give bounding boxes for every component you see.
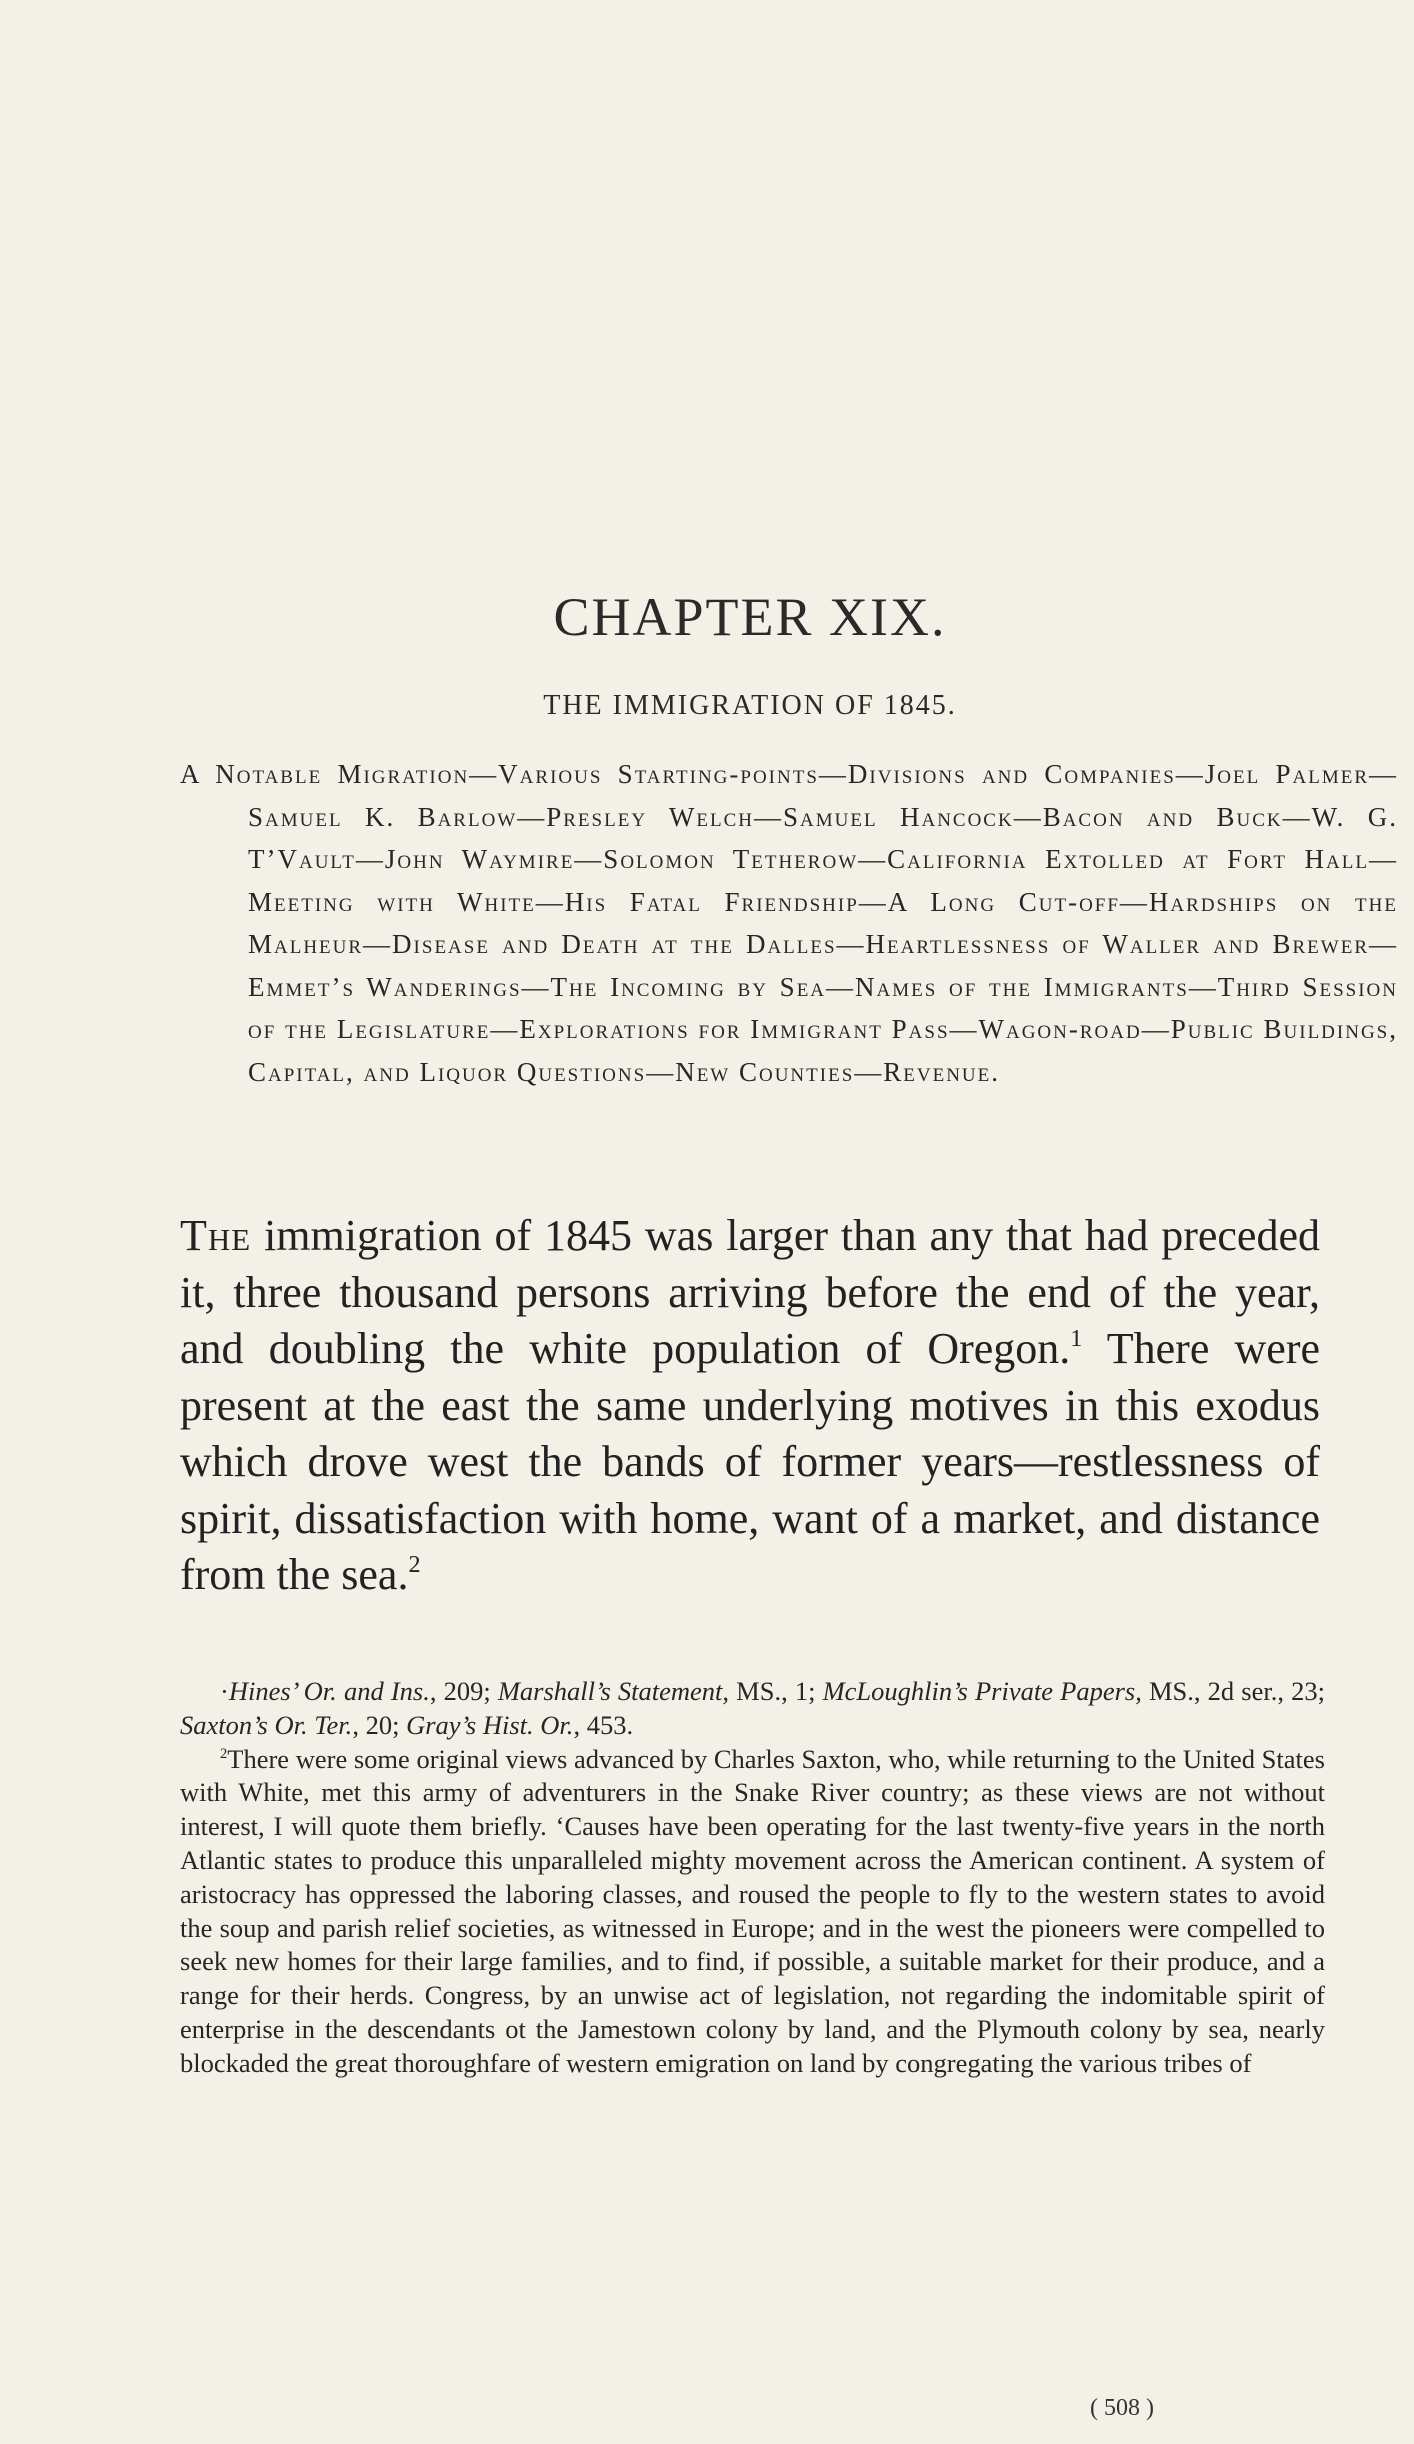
- footnote-2: [180, 1743, 1325, 2081]
- lead-word: The: [180, 1211, 252, 1260]
- citation-text: MS., 1;: [729, 1676, 823, 1706]
- footnote-2-marker: 2: [220, 1745, 228, 1762]
- footnote-1-marker: ·: [220, 1676, 229, 1706]
- source-marshall: Marshall’s Statement,: [497, 1676, 730, 1706]
- footnote-ref-1: 1: [1070, 1325, 1083, 1353]
- body-paragraph: [180, 1208, 1320, 1604]
- footnote-ref-2: 2: [408, 1551, 421, 1579]
- chapter-synopsis: A Notable Migration—Various Starting-points—Divisions and Companies—Joel Palmer—Samuel K. Barlow—Presley Welch—Samuel Hancock—Bacon and Buck—W. G. T’Vault—John Waymire—Solomon Tetherow—California Extolled at Fort Hall—Meeting with White—His Fatal Friendship—A Long Cut-off—Hardships on the Malheur—Disease and Death at the Dalles—Heartlessness of Waller and Brewer—Emmet’s Wanderings—The Incoming by Sea—Names of the Immigrants—Third Session of the Legislature—Explorations for Immigrant Pass—Wagon-road—Public Buildings, Capital, and Liquor Questions—New Counties—Revenue.: [180, 759, 1398, 1087]
- body-text-part-2: There were present at the east the same underlying motives in this exodus which drove west the bands of former years—restlessness of spirit, dissatisfaction with home, want of a market, and distance from the sea.: [180, 1324, 1320, 1599]
- chapter-title: CHAPTER XIX.: [553, 587, 947, 647]
- citation-text: , 209;: [429, 1676, 498, 1706]
- citation-text: MS., 2d ser., 23;: [1141, 1676, 1325, 1706]
- citation-text: , 453.: [573, 1709, 634, 1740]
- source-hines: Hines’ Or. and Ins.: [228, 1676, 430, 1706]
- body-text-part-1: immigration of 1845 was larger than any that had preceded it, three thousand persons arriving before the end of the year, and doubling the white population of Oregon.: [180, 1211, 1320, 1373]
- source-mcloughlin: McLoughlin’s Private Papers,: [822, 1676, 1142, 1706]
- page-number: ( 508 ): [1090, 2395, 1154, 2421]
- chapter-subtitle: THE IMMIGRATION OF 1845.: [543, 690, 957, 721]
- citation-text: , 20;: [352, 1709, 407, 1740]
- footnotes: [180, 1675, 1325, 2081]
- source-gray: Gray’s Hist. Or.: [406, 1709, 574, 1740]
- footnote-1: [180, 1675, 1325, 1743]
- footnote-2-text: There were some original views advanced by Charles Saxton, who, while returning to the United States with White, met this army of adventurers in the Snake River country; as these views are not without interest, I will quote them briefly. ‘Causes have been operating for the last twenty-five years in the north Atlantic states to produce this unparalleled mighty movement across the American continent. A system of aristocracy has oppressed the laboring classes, and roused the people to fly to the western states to avoid the soup and parish relief societies, as witnessed in Europe; and in the west the pioneers were compelled to seek new homes for their large families, and to find, if possible, a suitable market for their produce, and a range for their herds. Congress, by an unwise act of legislation, not regarding the indomitable spirit of enterprise in the descendants ot the Jamestown colony by land, and the Plymouth colony by sea, nearly blockaded the great thoroughfare of western emigration on land by congregating the various tribes of: [180, 1743, 1325, 2078]
- source-saxton: Saxton’s Or. Ter.: [180, 1709, 353, 1740]
